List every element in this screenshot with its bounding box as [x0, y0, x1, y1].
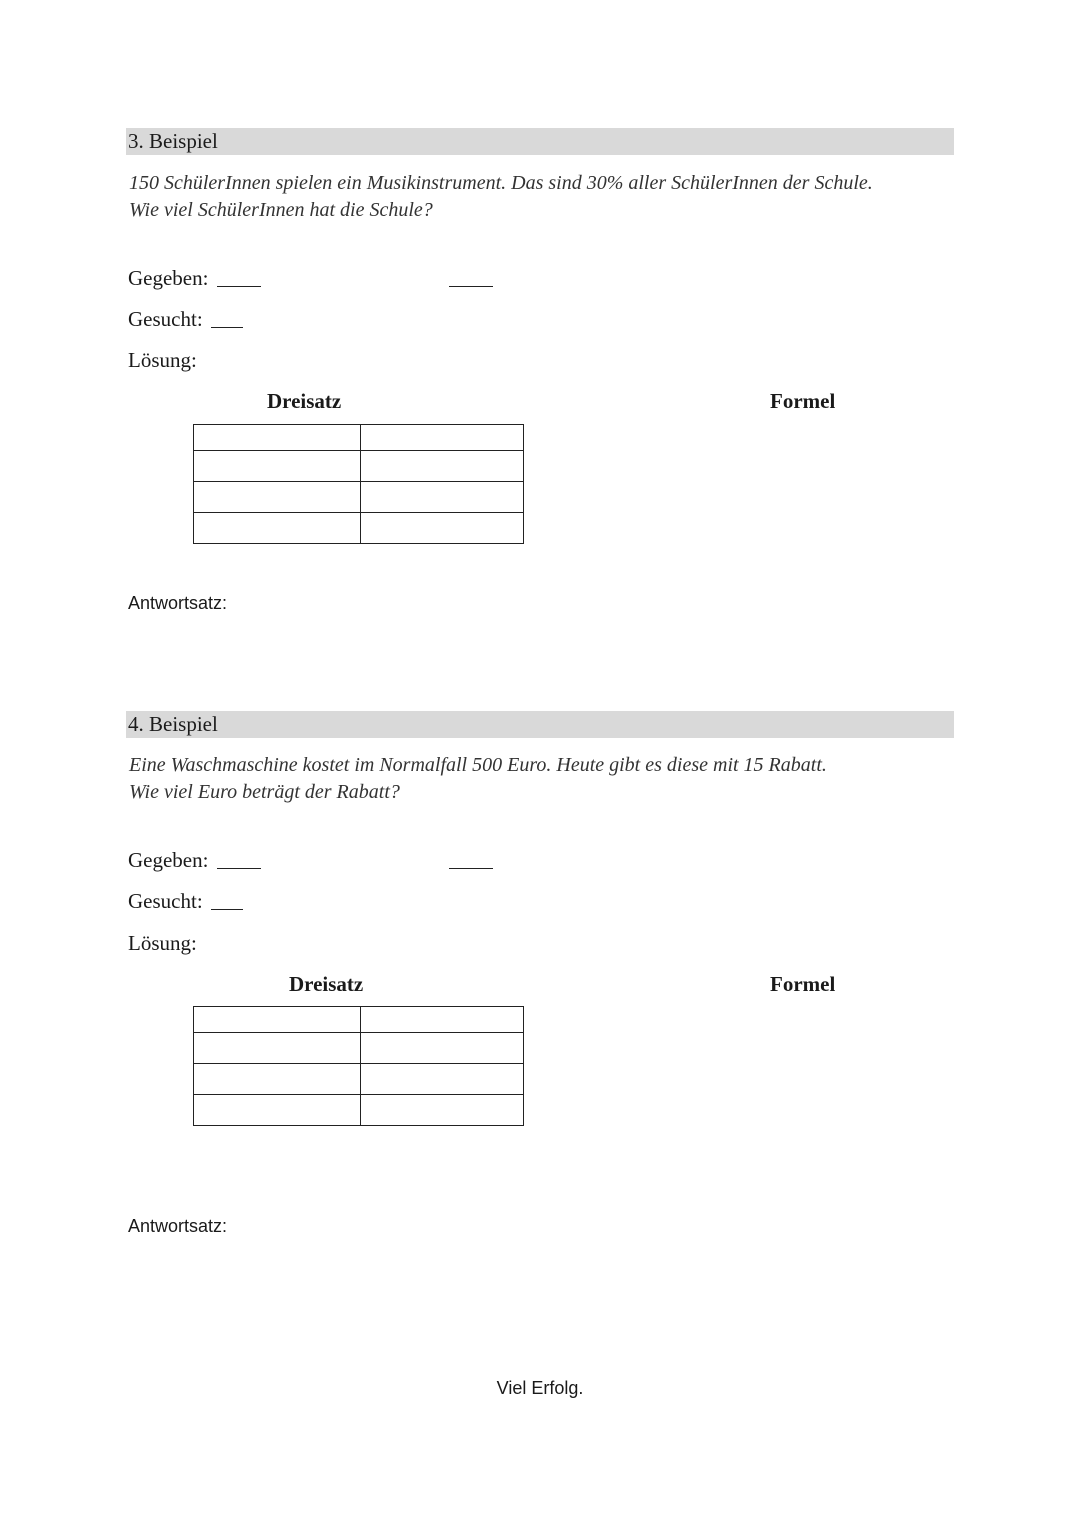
table-cell[interactable]: [194, 425, 361, 451]
example-4-task-line-1: Eine Waschmaschine kostet im Normalfall 500 Euro. Heute gibt es diese mit 15 Rabatt.: [129, 754, 827, 776]
table-cell[interactable]: [361, 451, 524, 482]
example-3-sought-blank[interactable]: [211, 327, 243, 328]
table-cell[interactable]: [194, 513, 361, 544]
example-3-given-blank-2[interactable]: [449, 286, 493, 287]
table-cell[interactable]: [194, 1007, 361, 1033]
example-4-task: [129, 752, 959, 806]
example-3-task-line-1: 150 SchülerInnen spielen ein Musikinstrument. Das sind 30% aller SchülerInnen der Schule.: [129, 172, 873, 194]
footer-message: Viel Erfolg.: [496, 1378, 584, 1398]
table-cell[interactable]: [194, 451, 361, 482]
example-4-heading-bar: [126, 711, 954, 738]
example-4-rule-of-three-heading: Dreisatz: [289, 972, 364, 996]
example-4-rule-of-three-table: [193, 1006, 524, 1126]
example-4-given-blank-2[interactable]: [449, 868, 493, 869]
table-cell[interactable]: [361, 482, 524, 513]
table-cell[interactable]: [194, 1095, 361, 1126]
example-3-heading: 3. Beispiel: [128, 129, 218, 153]
example-4-answer-label: Antwortsatz:: [128, 1216, 228, 1236]
table-cell[interactable]: [361, 1095, 524, 1126]
example-4-formula-heading: Formel: [770, 972, 836, 996]
example-3-formula-heading: Formel: [770, 389, 836, 413]
example-4-given-label: Gegeben:: [128, 848, 209, 872]
table-cell[interactable]: [194, 1033, 361, 1064]
table-cell[interactable]: [361, 1033, 524, 1064]
example-4-solution-label: Lösung:: [128, 931, 197, 955]
example-4-sought-blank[interactable]: [211, 909, 243, 910]
example-3-rule-of-three-table: [193, 424, 524, 544]
example-3-sought-label: Gesucht:: [128, 307, 203, 331]
example-4-task-line-2: Wie viel Euro beträgt der Rabatt?: [129, 781, 400, 803]
table-cell[interactable]: [361, 1064, 524, 1095]
example-3-given-label: Gegeben:: [128, 266, 209, 290]
example-3-answer-label: Antwortsatz:: [128, 593, 228, 613]
example-4-sought-label: Gesucht:: [128, 889, 203, 913]
table-cell[interactable]: [361, 513, 524, 544]
table-cell[interactable]: [194, 482, 361, 513]
example-3-given-blank-1[interactable]: [217, 286, 261, 287]
example-3-task: [129, 170, 959, 224]
table-cell[interactable]: [361, 1007, 524, 1033]
example-3-task-line-2: Wie viel SchülerInnen hat die Schule?: [129, 199, 433, 221]
example-3-heading-bar: [126, 128, 954, 155]
table-cell[interactable]: [194, 1064, 361, 1095]
example-3-solution-label: Lösung:: [128, 348, 197, 372]
example-4-heading: 4. Beispiel: [128, 712, 218, 736]
example-3-rule-of-three-heading: Dreisatz: [267, 389, 342, 413]
table-cell[interactable]: [361, 425, 524, 451]
example-4-given-blank-1[interactable]: [217, 868, 261, 869]
